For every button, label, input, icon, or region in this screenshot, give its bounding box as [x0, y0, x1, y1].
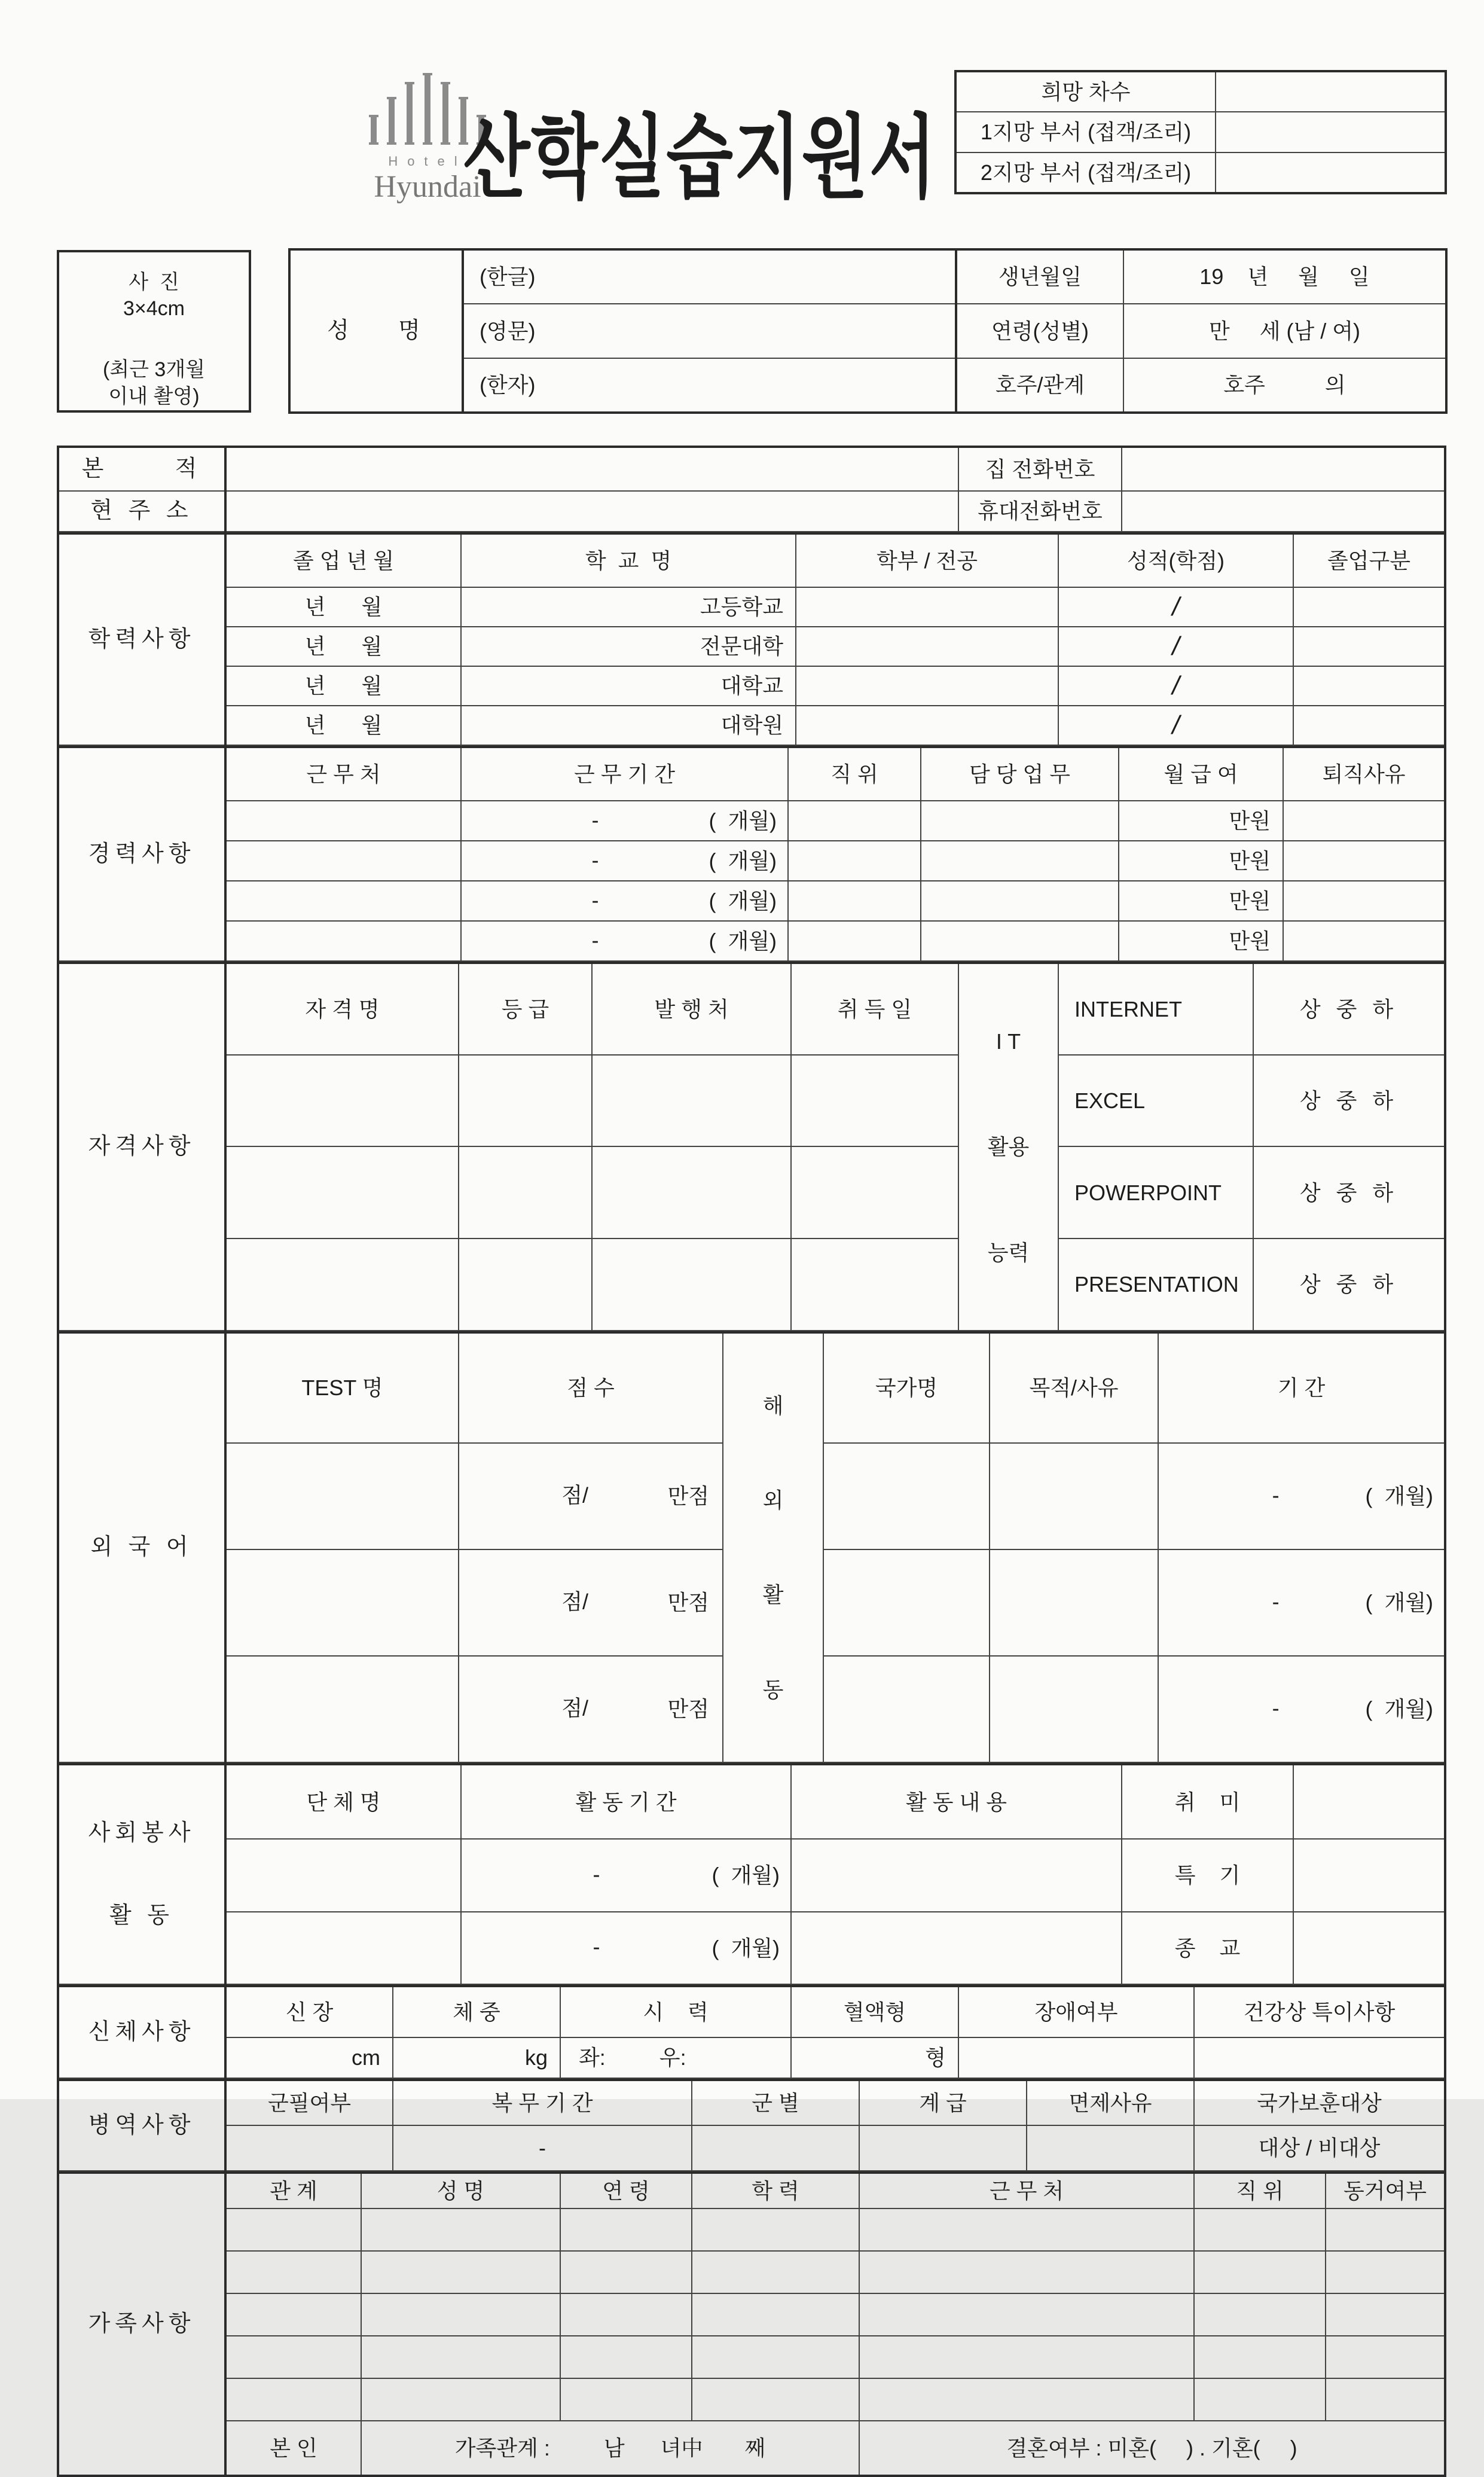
military-served-cell[interactable]: [225, 2125, 393, 2171]
family-education-cell[interactable]: [692, 2293, 859, 2336]
family-name-cell[interactable]: [361, 2378, 560, 2421]
photo-box: [57, 250, 251, 413]
wish-dept1-input[interactable]: [1216, 112, 1446, 152]
education-gpa-cell[interactable]: /: [1058, 706, 1293, 745]
family-cohabit-cell[interactable]: [1326, 2378, 1445, 2421]
family-position-cell[interactable]: [1194, 2208, 1326, 2251]
education-header-school: 학 교 명: [461, 533, 796, 587]
qualification-grade-cell[interactable]: [459, 1238, 592, 1331]
org-name-cell[interactable]: [225, 1912, 461, 1984]
marriage-status-cell[interactable]: 결혼여부 : 미혼( ) . 기혼( ): [859, 2421, 1445, 2476]
activity-content-cell[interactable]: [791, 1912, 1122, 1984]
blood-type-header: 혈액형: [791, 1986, 958, 2037]
family-workplace-cell[interactable]: [859, 2378, 1194, 2421]
householder-value[interactable]: 호주 의: [1123, 358, 1446, 413]
education-major-cell[interactable]: [796, 627, 1058, 666]
education-gpa-cell[interactable]: /: [1058, 587, 1293, 627]
family-cohabit-cell[interactable]: [1326, 2336, 1445, 2378]
education-header-gpa: 성적(학점): [1058, 533, 1293, 587]
family-name-cell[interactable]: [361, 2251, 560, 2293]
overseas-country-cell[interactable]: [823, 1549, 990, 1656]
qualification-name-cell[interactable]: [225, 1146, 459, 1238]
qualification-issuer-cell[interactable]: [592, 1055, 791, 1147]
it-skill-presentation: PRESENTATION: [1058, 1238, 1253, 1331]
career-reason-cell[interactable]: [1283, 881, 1445, 921]
test-name-cell[interactable]: [225, 1443, 459, 1549]
qualification-grade-cell[interactable]: [459, 1146, 592, 1238]
activity-content-header: 활 동 내 용: [791, 1764, 1122, 1839]
career-workplace-cell[interactable]: [225, 801, 461, 841]
qualification-issuer-cell[interactable]: [592, 1238, 791, 1331]
family-position-cell[interactable]: [1194, 2251, 1326, 2293]
education-header-grad-date: 졸 업 년 월: [225, 533, 461, 587]
career-workplace-cell[interactable]: [225, 841, 461, 881]
family-cohabit-cell[interactable]: [1326, 2293, 1445, 2336]
address-section: [57, 446, 1446, 532]
org-name-cell[interactable]: [225, 1839, 461, 1911]
career-duty-cell[interactable]: [921, 801, 1119, 841]
career-period-cell[interactable]: - ( 개월): [461, 801, 788, 841]
qualification-date-cell[interactable]: [791, 1146, 958, 1238]
education-date-cell[interactable]: 년 월: [225, 706, 461, 745]
career-position-cell[interactable]: [788, 841, 921, 881]
career-period-cell[interactable]: - ( 개월): [461, 921, 788, 961]
householder-label: 호주/관계: [956, 358, 1123, 413]
education-gpa-cell[interactable]: /: [1058, 627, 1293, 666]
education-gradtype-cell[interactable]: [1293, 666, 1445, 706]
qualification-date-cell[interactable]: [791, 1055, 958, 1147]
age-gender-label: 연령(성별): [956, 304, 1123, 358]
education-school-highschool[interactable]: 고등학교: [461, 587, 796, 627]
career-workplace-cell[interactable]: [225, 921, 461, 961]
family-name-cell[interactable]: [361, 2208, 560, 2251]
mobile-phone-label: 휴대전화번호: [958, 491, 1122, 532]
family-relation-cell[interactable]: [225, 2293, 361, 2336]
career-header-duty: 담 당 업 무: [921, 747, 1119, 801]
family-position-cell[interactable]: [1194, 2293, 1326, 2336]
military-branch-header: 군 별: [692, 2080, 859, 2125]
education-section: [57, 532, 1446, 746]
education-date-cell[interactable]: 년 월: [225, 627, 461, 666]
activity-period-header: 활 동 기 간: [461, 1764, 791, 1839]
qualification-header-issuer: 발 행 처: [592, 963, 791, 1055]
vision-cell[interactable]: 좌: 우:: [560, 2037, 791, 2078]
specialty-label: 특 기: [1122, 1839, 1293, 1911]
logo-hotel-text: Hotel: [388, 154, 467, 169]
education-school-college[interactable]: 전문대학: [461, 627, 796, 666]
qualification-header-name: 자 격 명: [225, 963, 459, 1055]
wish-round-label: 희망 차수: [955, 71, 1216, 112]
name-english-field[interactable]: (영문): [463, 304, 956, 358]
photo-label: 사 진: [129, 271, 179, 294]
family-education-cell[interactable]: [692, 2336, 859, 2378]
physical-section-label: 신체사항: [58, 1986, 225, 2078]
career-position-cell[interactable]: [788, 921, 921, 961]
family-relation-order-cell[interactable]: 가족관계 : 남 녀中 째: [361, 2421, 859, 2476]
career-position-cell[interactable]: [788, 881, 921, 921]
education-school-gradschool[interactable]: 대학원: [461, 706, 796, 745]
name-hangul-field[interactable]: (한글): [463, 249, 956, 304]
religion-label: 종 교: [1122, 1912, 1293, 1984]
family-section-label: 가족사항: [58, 2173, 225, 2476]
career-workplace-cell[interactable]: [225, 881, 461, 921]
education-gradtype-cell[interactable]: [1293, 587, 1445, 627]
physical-section: [57, 1985, 1446, 2079]
name-section: [288, 248, 1448, 414]
activity-content-cell[interactable]: [791, 1839, 1122, 1911]
education-school-university[interactable]: 대학교: [461, 666, 796, 706]
family-relation-cell[interactable]: [225, 2208, 361, 2251]
qualification-date-cell[interactable]: [791, 1238, 958, 1331]
career-period-cell[interactable]: - ( 개월): [461, 841, 788, 881]
education-major-cell[interactable]: [796, 587, 1058, 627]
veteran-cell[interactable]: 대상 / 비대상: [1194, 2125, 1445, 2171]
it-level-powerpoint[interactable]: 상 중 하: [1253, 1146, 1445, 1238]
wish-round-input[interactable]: [1216, 71, 1446, 112]
birthdate-label: 생년월일: [956, 249, 1123, 304]
family-position-cell[interactable]: [1194, 2336, 1326, 2378]
family-education-cell[interactable]: [692, 2208, 859, 2251]
it-level-internet[interactable]: 상 중 하: [1253, 963, 1445, 1055]
career-header-salary: 월 급 여: [1119, 747, 1283, 801]
family-position-cell[interactable]: [1194, 2378, 1326, 2421]
wish-dept2-input[interactable]: [1216, 152, 1446, 193]
hobby-label: 취 미: [1122, 1764, 1293, 1839]
social-service-label: 사회봉사 활 동: [58, 1764, 225, 1984]
birthdate-value[interactable]: 19 년 월 일: [1123, 249, 1446, 304]
form-body: [57, 446, 1446, 2477]
photo-note-line1: (최근 3개월: [102, 358, 206, 382]
test-score-cell[interactable]: 점/ 만점: [459, 1656, 723, 1762]
religion-input[interactable]: [1293, 1912, 1445, 1984]
family-workplace-cell[interactable]: [859, 2251, 1194, 2293]
career-section: [57, 746, 1446, 962]
overseas-period-header: 기 간: [1158, 1332, 1445, 1443]
career-position-cell[interactable]: [788, 801, 921, 841]
weight-header: 체 중: [393, 1986, 560, 2037]
family-age-cell[interactable]: [560, 2208, 692, 2251]
family-relation-cell[interactable]: [225, 2378, 361, 2421]
family-self-label: 본 인: [225, 2421, 361, 2476]
career-header-position: 직 위: [788, 747, 921, 801]
height-cell[interactable]: cm: [225, 2037, 393, 2078]
education-header-grad-type: 졸업구분: [1293, 533, 1445, 587]
activity-period-cell[interactable]: - ( 개월): [461, 1839, 791, 1911]
registered-address-input[interactable]: [225, 447, 958, 491]
family-workplace-header: 근 무 처: [859, 2173, 1194, 2208]
career-section-label: 경력사항: [58, 747, 225, 961]
military-period-cell[interactable]: -: [393, 2125, 692, 2171]
career-period-cell[interactable]: - ( 개월): [461, 881, 788, 921]
career-duty-cell[interactable]: [921, 921, 1119, 961]
registered-address-label: 본 적: [58, 447, 225, 491]
name-section-label: 성 명: [289, 249, 463, 413]
career-salary-cell[interactable]: 만원: [1119, 921, 1283, 961]
weight-cell[interactable]: kg: [393, 2037, 560, 2078]
education-section-label: 학력사항: [58, 533, 225, 745]
wish-box: [954, 70, 1447, 194]
mobile-phone-input[interactable]: [1122, 491, 1445, 532]
family-age-cell[interactable]: [560, 2378, 692, 2421]
career-header-reason: 퇴직사유: [1283, 747, 1445, 801]
qualification-grade-cell[interactable]: [459, 1055, 592, 1147]
family-workplace-cell[interactable]: [859, 2293, 1194, 2336]
education-major-cell[interactable]: [796, 706, 1058, 745]
overseas-country-cell[interactable]: [823, 1443, 990, 1549]
current-address-input[interactable]: [225, 491, 958, 532]
military-period-header: 복 무 기 간: [393, 2080, 692, 2125]
it-level-excel[interactable]: 상 중 하: [1253, 1055, 1445, 1147]
military-served-header: 군필여부: [225, 2080, 393, 2125]
family-age-cell[interactable]: [560, 2293, 692, 2336]
overseas-purpose-cell[interactable]: [990, 1549, 1158, 1656]
overseas-purpose-cell[interactable]: [990, 1656, 1158, 1762]
family-relation-header: 관 계: [225, 2173, 361, 2208]
overseas-purpose-header: 목적/사유: [990, 1332, 1158, 1443]
family-name-cell[interactable]: [361, 2293, 560, 2336]
foreign-language-label: 외 국 어: [58, 1332, 225, 1762]
current-address-label: 현 주 소: [58, 491, 225, 532]
family-education-header: 학 력: [692, 2173, 859, 2208]
career-salary-cell[interactable]: 만원: [1119, 881, 1283, 921]
qualification-name-cell[interactable]: [225, 1238, 459, 1331]
military-exempt-cell[interactable]: [1027, 2125, 1194, 2171]
family-relation-cell[interactable]: [225, 2251, 361, 2293]
family-age-cell[interactable]: [560, 2251, 692, 2293]
career-duty-cell[interactable]: [921, 841, 1119, 881]
education-header-major: 학부 / 전공: [796, 533, 1058, 587]
education-gradtype-cell[interactable]: [1293, 627, 1445, 666]
test-name-cell[interactable]: [225, 1656, 459, 1762]
overseas-period-cell[interactable]: - ( 개월): [1158, 1656, 1445, 1762]
family-education-cell[interactable]: [692, 2378, 859, 2421]
military-exempt-header: 면제사유: [1027, 2080, 1194, 2125]
it-skills-label: I T 활용 능력: [958, 963, 1058, 1331]
career-salary-cell[interactable]: 만원: [1119, 841, 1283, 881]
health-note-header: 건강상 특이사항: [1194, 1986, 1445, 2037]
overseas-activity-label: 해 외 활 동: [723, 1332, 823, 1762]
qualification-header-date: 취 득 일: [791, 963, 958, 1055]
military-rank-cell[interactable]: [859, 2125, 1027, 2171]
family-position-header: 직 위: [1194, 2173, 1326, 2208]
education-date-cell[interactable]: 년 월: [225, 587, 461, 627]
blood-type-cell[interactable]: 형: [791, 2037, 958, 2078]
test-score-cell[interactable]: 점/ 만점: [459, 1443, 723, 1549]
education-gpa-cell[interactable]: /: [1058, 666, 1293, 706]
family-age-header: 연 령: [560, 2173, 692, 2208]
test-score-header: 점 수: [459, 1332, 723, 1443]
military-section: [57, 2079, 1446, 2171]
career-reason-cell[interactable]: [1283, 801, 1445, 841]
social-service-section: [57, 1763, 1446, 1985]
foreign-language-section: [57, 1331, 1446, 1763]
career-header-workplace: 근 무 처: [225, 747, 461, 801]
overseas-purpose-cell[interactable]: [990, 1443, 1158, 1549]
career-reason-cell[interactable]: [1283, 921, 1445, 961]
wish-dept2-label: 2지망 부서 (접객/조리): [955, 152, 1216, 193]
overseas-period-cell[interactable]: - ( 개월): [1158, 1443, 1445, 1549]
specialty-input[interactable]: [1293, 1839, 1445, 1911]
health-note-cell[interactable]: [1194, 2037, 1445, 2078]
overseas-period-cell[interactable]: - ( 개월): [1158, 1549, 1445, 1656]
qualification-name-cell[interactable]: [225, 1055, 459, 1147]
it-level-presentation[interactable]: 상 중 하: [1253, 1238, 1445, 1331]
education-gradtype-cell[interactable]: [1293, 706, 1445, 745]
test-name-cell[interactable]: [225, 1549, 459, 1656]
overseas-country-header: 국가명: [823, 1332, 990, 1443]
it-skill-internet: INTERNET: [1058, 963, 1253, 1055]
test-score-cell[interactable]: 점/ 만점: [459, 1549, 723, 1656]
career-duty-cell[interactable]: [921, 881, 1119, 921]
family-cohabit-cell[interactable]: [1326, 2208, 1445, 2251]
military-rank-header: 계 급: [859, 2080, 1027, 2125]
family-workplace-cell[interactable]: [859, 2336, 1194, 2378]
vision-header: 시 력: [560, 1986, 791, 2037]
military-section-label: 병역사항: [58, 2080, 225, 2171]
home-phone-input[interactable]: [1122, 447, 1445, 491]
hobby-input[interactable]: [1293, 1764, 1445, 1839]
career-reason-cell[interactable]: [1283, 841, 1445, 881]
family-relation-cell[interactable]: [225, 2336, 361, 2378]
photo-note-line2: 이내 촬영): [108, 385, 200, 408]
logo-hyundai-text: Hyundai: [374, 170, 481, 204]
qualification-issuer-cell[interactable]: [592, 1146, 791, 1238]
education-date-cell[interactable]: 년 월: [225, 666, 461, 706]
family-name-cell[interactable]: [361, 2336, 560, 2378]
family-age-cell[interactable]: [560, 2336, 692, 2378]
height-header: 신 장: [225, 1986, 393, 2037]
veteran-header: 국가보훈대상: [1194, 2080, 1445, 2125]
page-title: 산학실습지원서: [463, 107, 937, 209]
photo-size: 3×4cm: [123, 297, 185, 321]
test-name-header: TEST 명: [225, 1332, 459, 1443]
wish-dept1-label: 1지망 부서 (접객/조리): [955, 112, 1216, 152]
family-education-cell[interactable]: [692, 2251, 859, 2293]
home-phone-label: 집 전화번호: [958, 447, 1122, 491]
qualification-section-label: 자격사항: [58, 963, 225, 1331]
age-gender-value[interactable]: 만 세 (남 / 여): [1123, 304, 1446, 358]
career-salary-cell[interactable]: 만원: [1119, 801, 1283, 841]
family-cohabit-cell[interactable]: [1326, 2251, 1445, 2293]
family-cohabit-header: 동거여부: [1326, 2173, 1445, 2208]
name-hanja-field[interactable]: (한자): [463, 358, 956, 413]
qualification-section: [57, 962, 1446, 1331]
family-name-header: 성 명: [361, 2173, 560, 2208]
education-major-cell[interactable]: [796, 666, 1058, 706]
career-header-period: 근 무 기 간: [461, 747, 788, 801]
activity-period-cell[interactable]: - ( 개월): [461, 1912, 791, 1984]
org-name-header: 단 체 명: [225, 1764, 461, 1839]
it-skill-excel: EXCEL: [1058, 1055, 1253, 1147]
military-branch-cell[interactable]: [692, 2125, 859, 2171]
qualification-header-grade: 등 급: [459, 963, 592, 1055]
it-skill-powerpoint: POWERPOINT: [1058, 1146, 1253, 1238]
disability-header: 장애여부: [958, 1986, 1194, 2037]
overseas-country-cell[interactable]: [823, 1656, 990, 1762]
disability-cell[interactable]: [958, 2037, 1194, 2078]
family-workplace-cell[interactable]: [859, 2208, 1194, 2251]
family-section: [57, 2171, 1446, 2477]
